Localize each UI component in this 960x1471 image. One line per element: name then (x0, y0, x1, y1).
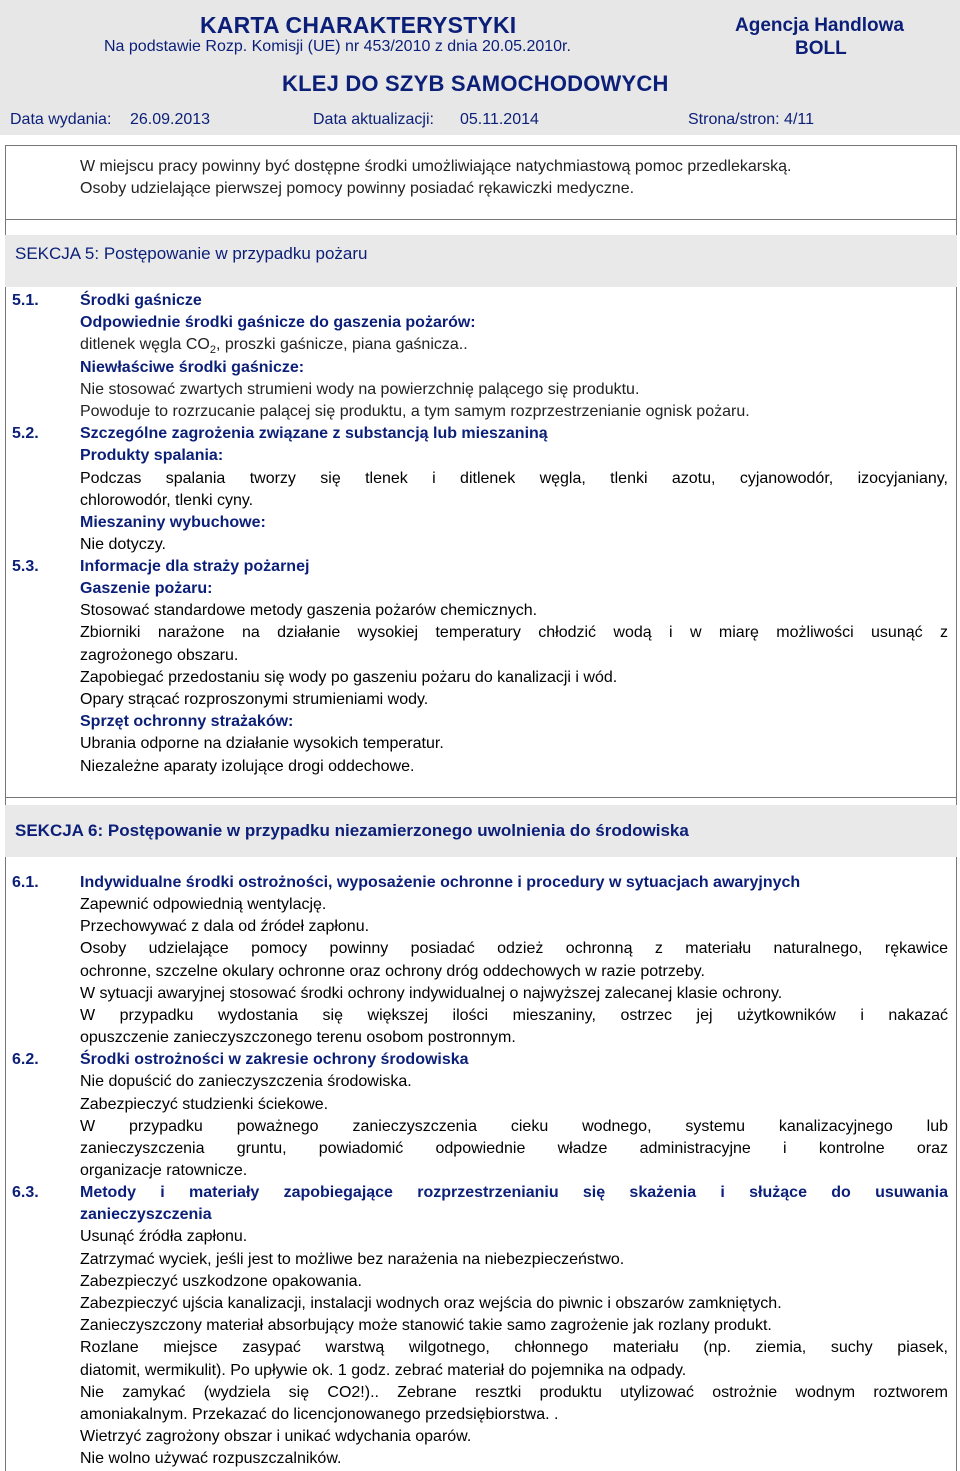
paragraph-line: Nie dopuścić do zanieczyszczenia środowiska. (80, 1073, 412, 1090)
subsection-title: Informacje dla straży pożarnej (80, 558, 310, 575)
update-date: 05.11.2014 (460, 111, 539, 128)
subsection-number: 5.3. (12, 558, 39, 575)
section-divider (5, 797, 957, 798)
product-name: KLEJ DO SZYB SAMOCHODOWYCH (282, 71, 669, 96)
paragraph-line: Zabezpieczyć studzienki ściekowe. (80, 1096, 329, 1113)
company-name-line2: BOLL (795, 38, 847, 59)
subsection-number: 6.3. (12, 1184, 39, 1201)
issue-date: 26.09.2013 (130, 111, 211, 128)
paragraph-line: ochronne, szczelne okulary ochronne oraz ochrony dróg oddechowych w razie potrzeby. (80, 963, 705, 980)
paragraph-line: zanieczyszczenia gruntu, powiadomić odpowiednie władze administracyjne i kontrolne oraz (80, 1140, 948, 1157)
paragraph-line: W przypadku wydostania się większej ilości mieszaniny, ostrzec jej użytkowników i nakazać (80, 1007, 948, 1024)
subsection-title: Metody i materiały zapobiegające rozprzestrzenianiu się skażenia i służące do usuwania (80, 1184, 948, 1201)
paragraph-line: Przechowywać z dala od źródeł zapłonu. (80, 918, 370, 935)
paragraph-line: Stosować standardowe metody gaszenia pożarów chemicznych. (80, 602, 538, 619)
document-header (0, 0, 960, 135)
paragraph-line: amoniakalnym. Przekazać do licencjonowanego przedsiębiorstwa. . (80, 1406, 559, 1423)
subsection-number: 5.1. (12, 292, 39, 309)
company-name-line1: Agencja Handlowa (735, 15, 904, 36)
field-label: Sprzęt ochronny strażaków: (80, 713, 294, 730)
field-label: Gaszenie pożaru: (80, 580, 213, 597)
paragraph-line: Wietrzyć zagrożony obszar i unikać wdychania oparów. (80, 1428, 472, 1445)
paragraph-line: Niezależne aparaty izolujące drogi oddechowe. (80, 758, 415, 775)
paragraph-line: zagrożonego obszaru. (80, 647, 239, 664)
paragraph-line: chlorowodór, tlenki cyny. (80, 492, 254, 509)
paragraph-line: Powoduje to rozrzucanie palącej się produktu, a tym samym rozprzestrzenianie ognisk pożaru. (80, 403, 750, 420)
paragraph-line: Nie stosować zwartych strumieni wody na powierzchnię palącego się produktu. (80, 381, 640, 398)
paragraph-line: Rozlane miejsce zasypać warstwą wilgotnego, chłonnego materiału (np. ziemia, suchy piasek, (80, 1339, 948, 1356)
issue-date-label: Data wydania: (10, 111, 112, 128)
intro-line-1: W miejscu pracy powinny być dostępne środki umożliwiające natychmiastową pomoc przedlekarską. (80, 158, 792, 175)
subsection-title: Szczególne zagrożenia związane z substancją lub mieszaniną (80, 425, 548, 442)
suitable-media-text: ditlenek węgla $CO_2$, proszki gaśnicze, piana gaśnicza.. (80, 336, 468, 357)
paragraph-line: W przypadku poważnego zanieczyszczenia cieku wodnego, systemu kanalizacyjnego lub (80, 1118, 948, 1135)
paragraph-line: Ubrania odporne na działanie wysokich temperatur. (80, 735, 444, 752)
paragraph-line: diatomit, wermikulit). Po upływie ok. 1 godz. zebrać materiał do pojemnika na odpady. (80, 1362, 687, 1379)
section-6-title: SEKCJA 6: Postępowanie w przypadku niezamierzonego uwolnienia do środowiska (15, 821, 689, 840)
paragraph-line: Osoby udzielające pomocy powinny posiadać odzież ochronną z materiału naturalnego, rękawice (80, 940, 948, 957)
paragraph-line: Nie zamykać (wydziela się CO2!).. Zebrane resztki produktu utylizować ostrożnie wodnym roztworem (80, 1384, 948, 1401)
update-date-label: Data aktualizacji: (313, 111, 434, 128)
subsection-number: 6.1. (12, 874, 39, 891)
section-5-header (5, 235, 957, 287)
document-title: KARTA CHARAKTERYSTYKI (200, 12, 517, 38)
subsection-title: Indywidualne środki ostrożności, wyposażenie ochronne i procedury w sytuacjach awaryjnych (80, 874, 801, 891)
field-label: Produkty spalania: (80, 447, 224, 464)
paragraph-line: Nie wolno używać rozpuszczalników. (80, 1450, 342, 1467)
paragraph-line: Usunąć źródła zapłonu. (80, 1228, 248, 1245)
paragraph-line: Zabezpieczyć uszkodzone opakowania. (80, 1273, 362, 1290)
paragraph-line: Nie dotyczy. (80, 536, 166, 553)
subsection-title: Środki gaśnicze (80, 292, 202, 309)
paragraph-line: Podczas spalania tworzy się tlenek i ditlenek węgla, tlenki azotu, cyjanowodór, izocyjaniany, (80, 470, 948, 487)
regulation-note: Na podstawie Rozp. Komisji (UE) nr 453/2010 z dnia 20.05.2010r. (104, 38, 571, 55)
paragraph-line: Zanieczyszczony materiał absorbujący może stanowić takie samo zagrożenie jak rozlany produkt. (80, 1317, 772, 1334)
section-5-title: SEKCJA 5: Postępowanie w przypadku pożaru (15, 244, 368, 263)
section-6-header (5, 805, 957, 857)
paragraph-line: Opary strącać rozproszonymi strumieniami wody. (80, 691, 429, 708)
paragraph-line: Zbiorniki narażone na działanie wysokiej temperatury chłodzić wodą i w miarę możliwości usunąć z (80, 624, 948, 641)
field-label: Mieszaniny wybuchowe: (80, 514, 266, 531)
field-label: Odpowiednie środki gaśnicze do gaszenia pożarów: (80, 314, 476, 331)
paragraph-line: W sytuacji awaryjnej stosować środki ochrony indywidualnej o najwyższej zalecanej klasie ochrony. (80, 985, 783, 1002)
subsection-number: 6.2. (12, 1051, 39, 1068)
intro-line-2: Osoby udzielające pierwszej pomocy powinny posiadać rękawiczki medyczne. (80, 180, 635, 197)
paragraph-line: Zatrzymać wyciek, jeśli jest to możliwe bez narażenia na niebezpieczeństwo. (80, 1251, 625, 1268)
paragraph-line: Zapewnić odpowiednią wentylację. (80, 896, 327, 913)
field-label: Niewłaściwe środki gaśnicze: (80, 359, 305, 376)
page-number: Strona/stron: 4/11 (688, 111, 814, 128)
paragraph-line: Zabezpieczyć ujścia kanalizacji, instalacji wodnych oraz wejścia do piwnic i obszarów zamkniętych. (80, 1295, 782, 1312)
subsection-number: 5.2. (12, 425, 39, 442)
subsection-title: Środki ostrożności w zakresie ochrony środowiska (80, 1051, 469, 1068)
subsection-title-cont: zanieczyszczenia (80, 1206, 212, 1223)
paragraph-line: opuszczenie zanieczyszczonego terenu osobom postronnym. (80, 1029, 516, 1046)
paragraph-line: organizacje ratownicze. (80, 1162, 248, 1179)
paragraph-line: Zapobiegać przedostaniu się wody po gaszeniu pożaru do kanalizacji i wód. (80, 669, 618, 686)
